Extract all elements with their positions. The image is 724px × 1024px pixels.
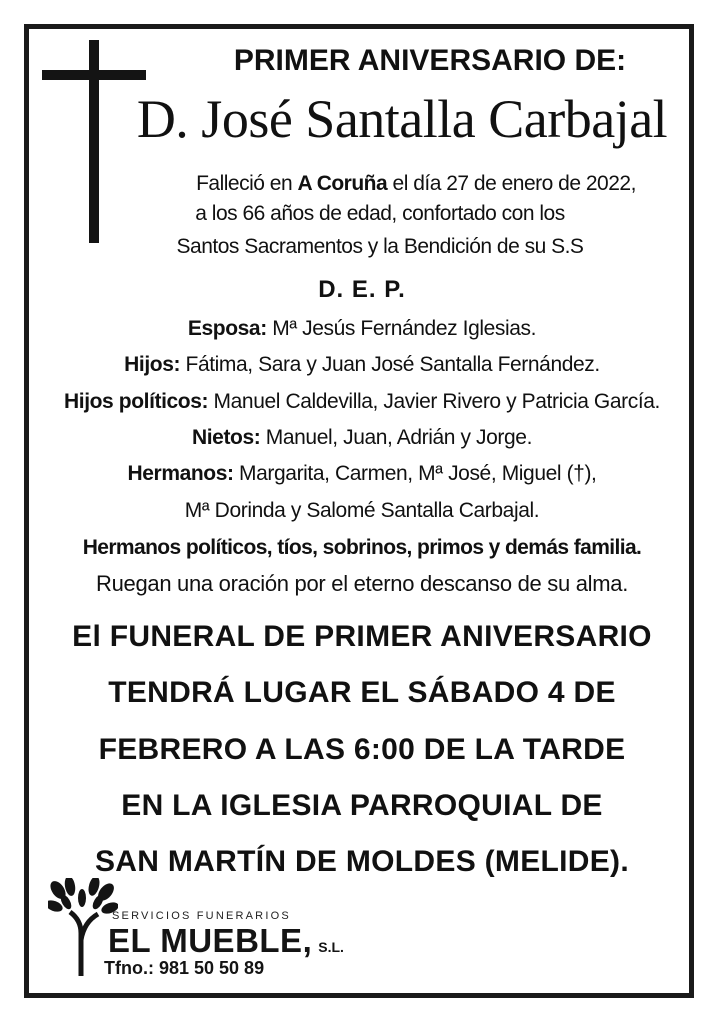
intro-line-2: a los 66 años de edad, confortado con los: [195, 202, 565, 225]
logo-phone: Tfno.: 981 50 50 89: [104, 958, 265, 978]
dep-text: D. E. P.: [318, 276, 406, 303]
funeral-line: FEBRERO A LAS 6:00 DE LA TARDE: [98, 733, 626, 766]
family-siblings-cont: Mª Dorinda y Salomé Santalla Carbajal.: [184, 499, 540, 522]
anniversary-heading: PRIMER ANIVERSARIO DE:: [233, 44, 627, 77]
logo-services-text: SERVICIOS FUNERARIOS: [112, 910, 291, 922]
funeral-home-logo: [48, 878, 348, 988]
family-others: Hermanos políticos, tíos, sobrinos, primos y demás familia.: [82, 536, 642, 559]
funeral-line: TENDRÁ LUGAR EL SÁBADO 4 DE: [108, 676, 616, 709]
logo-brand: EL MUEBLE, S.L.: [108, 922, 344, 959]
funeral-line: El FUNERAL DE PRIMER ANIVERSARIO: [72, 620, 652, 653]
deceased-name: D. José Santalla Carbajal: [136, 89, 668, 149]
intro-line-1: Falleció en A Coruña el día 27 de enero de 2022,: [196, 172, 636, 195]
family-children: Hijos: Fátima, Sara y Juan José Santalla Fernández.: [124, 353, 600, 376]
funeral-line: SAN MARTÍN DE MOLDES (MELIDE).: [95, 845, 629, 878]
family-grandchildren: Nietos: Manuel, Juan, Adrián y Jorge.: [191, 426, 533, 449]
intro-line-3: Santos Sacramentos y la Bendición de su S.S: [176, 235, 584, 258]
family-in-laws: Hijos políticos: Manuel Caldevilla, Javier Rivero y Patricia García.: [64, 390, 660, 413]
prayer-request: Ruegan una oración por el eterno descanso de su alma.: [95, 571, 629, 596]
family-siblings: Hermanos: Margarita, Carmen, Mª José, Miguel (†),: [127, 462, 597, 485]
family-spouse: Esposa: Mª Jesús Fernández Iglesias.: [187, 317, 537, 340]
death-city: A Coruña: [297, 172, 388, 195]
funeral-line: EN LA IGLESIA PARROQUIAL DE: [121, 789, 603, 822]
